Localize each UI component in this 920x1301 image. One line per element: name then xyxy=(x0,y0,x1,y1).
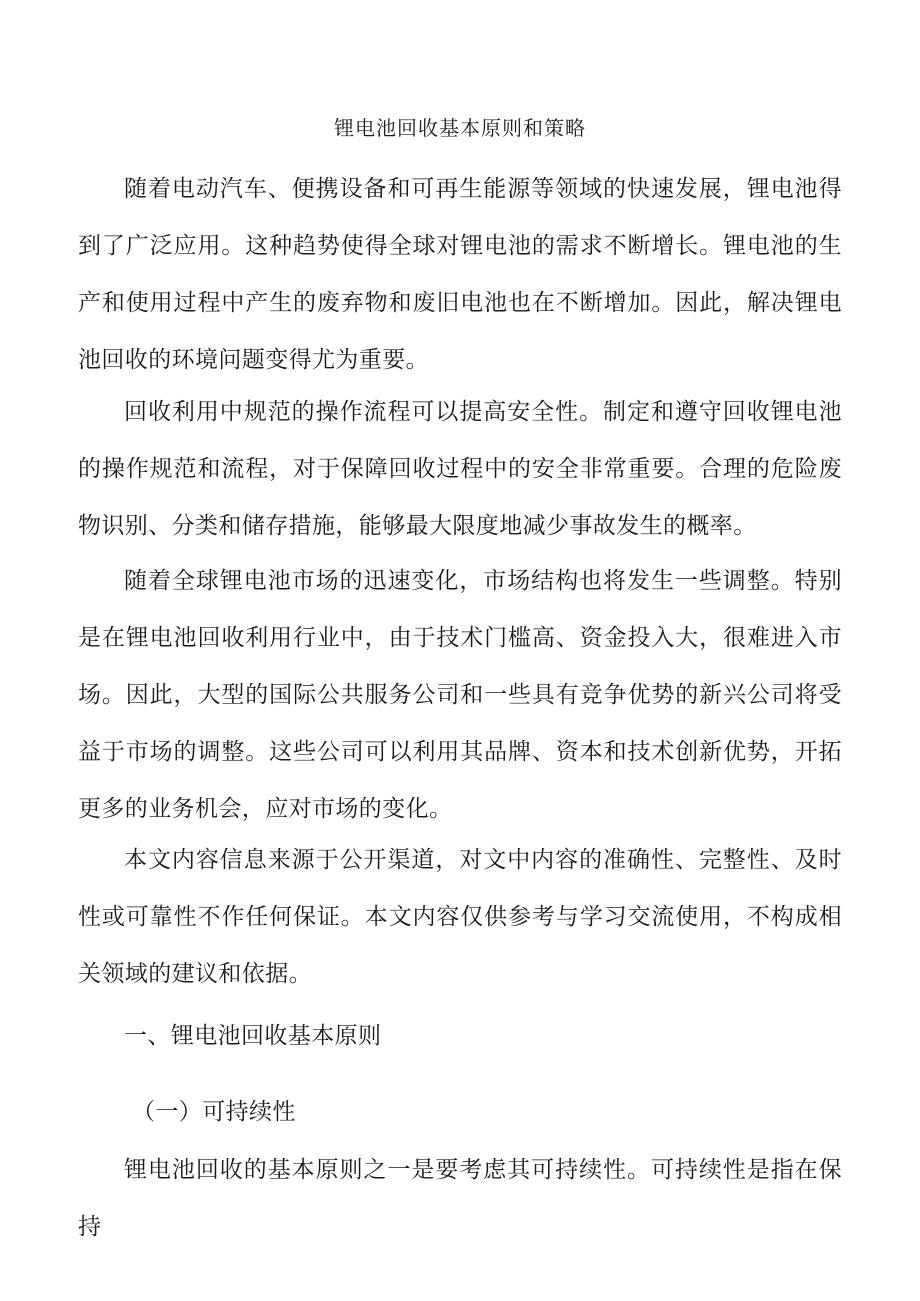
paragraph-disclaimer: 本文内容信息来源于公开渠道，对文中内容的准确性、完整性、及时性或可靠性不作任何保证。本文内容仅供参考与学习交流使用，不构成相关领域的建议和依据。 xyxy=(78,847,842,987)
paragraph-market: 随着全球锂电池市场的迅速变化，市场结构也将发生一些调整。特别是在锂电池回收利用行业中，由于技术门槛高、资金投入大，很难进入市场。因此，大型的国际公共服务公司和一些具有竞争优势的新兴公司将受益于市场的调整。这些公司可以利用其品牌、资本和技术创新优势，开拓更多的业务机会，应对市场的变化。 xyxy=(78,568,842,822)
section-heading: 一、锂电池回收基本原则 xyxy=(124,1023,382,1049)
subsection-heading: （一）可持续性 xyxy=(132,1099,296,1125)
paragraph-intro: 随着电动汽车、便携设备和可再生能源等领域的快速发展，锂电池得到了广泛应用。这种趋势使得全球对锂电池的需求不断增长。锂电池的生产和使用过程中产生的废弃物和废旧电池也在不断增加。因此，解决锂电池回收的环境问题变得尤为重要。 xyxy=(78,176,842,373)
paragraph-safety: 回收利用中规范的操作流程可以提高安全性。制定和遵守回收锂电池的操作规范和流程，对于保障回收过程中的安全非常重要。合理的危险废物识别、分类和储存措施，能够最大限度地减少事故发生的概率。 xyxy=(78,399,842,539)
paragraph-sustainability: 锂电池回收的基本原则之一是要考虑其可持续性。可持续性是指在保持 xyxy=(78,1157,842,1240)
document-title: 锂电池回收基本原则和策略 xyxy=(334,116,586,140)
